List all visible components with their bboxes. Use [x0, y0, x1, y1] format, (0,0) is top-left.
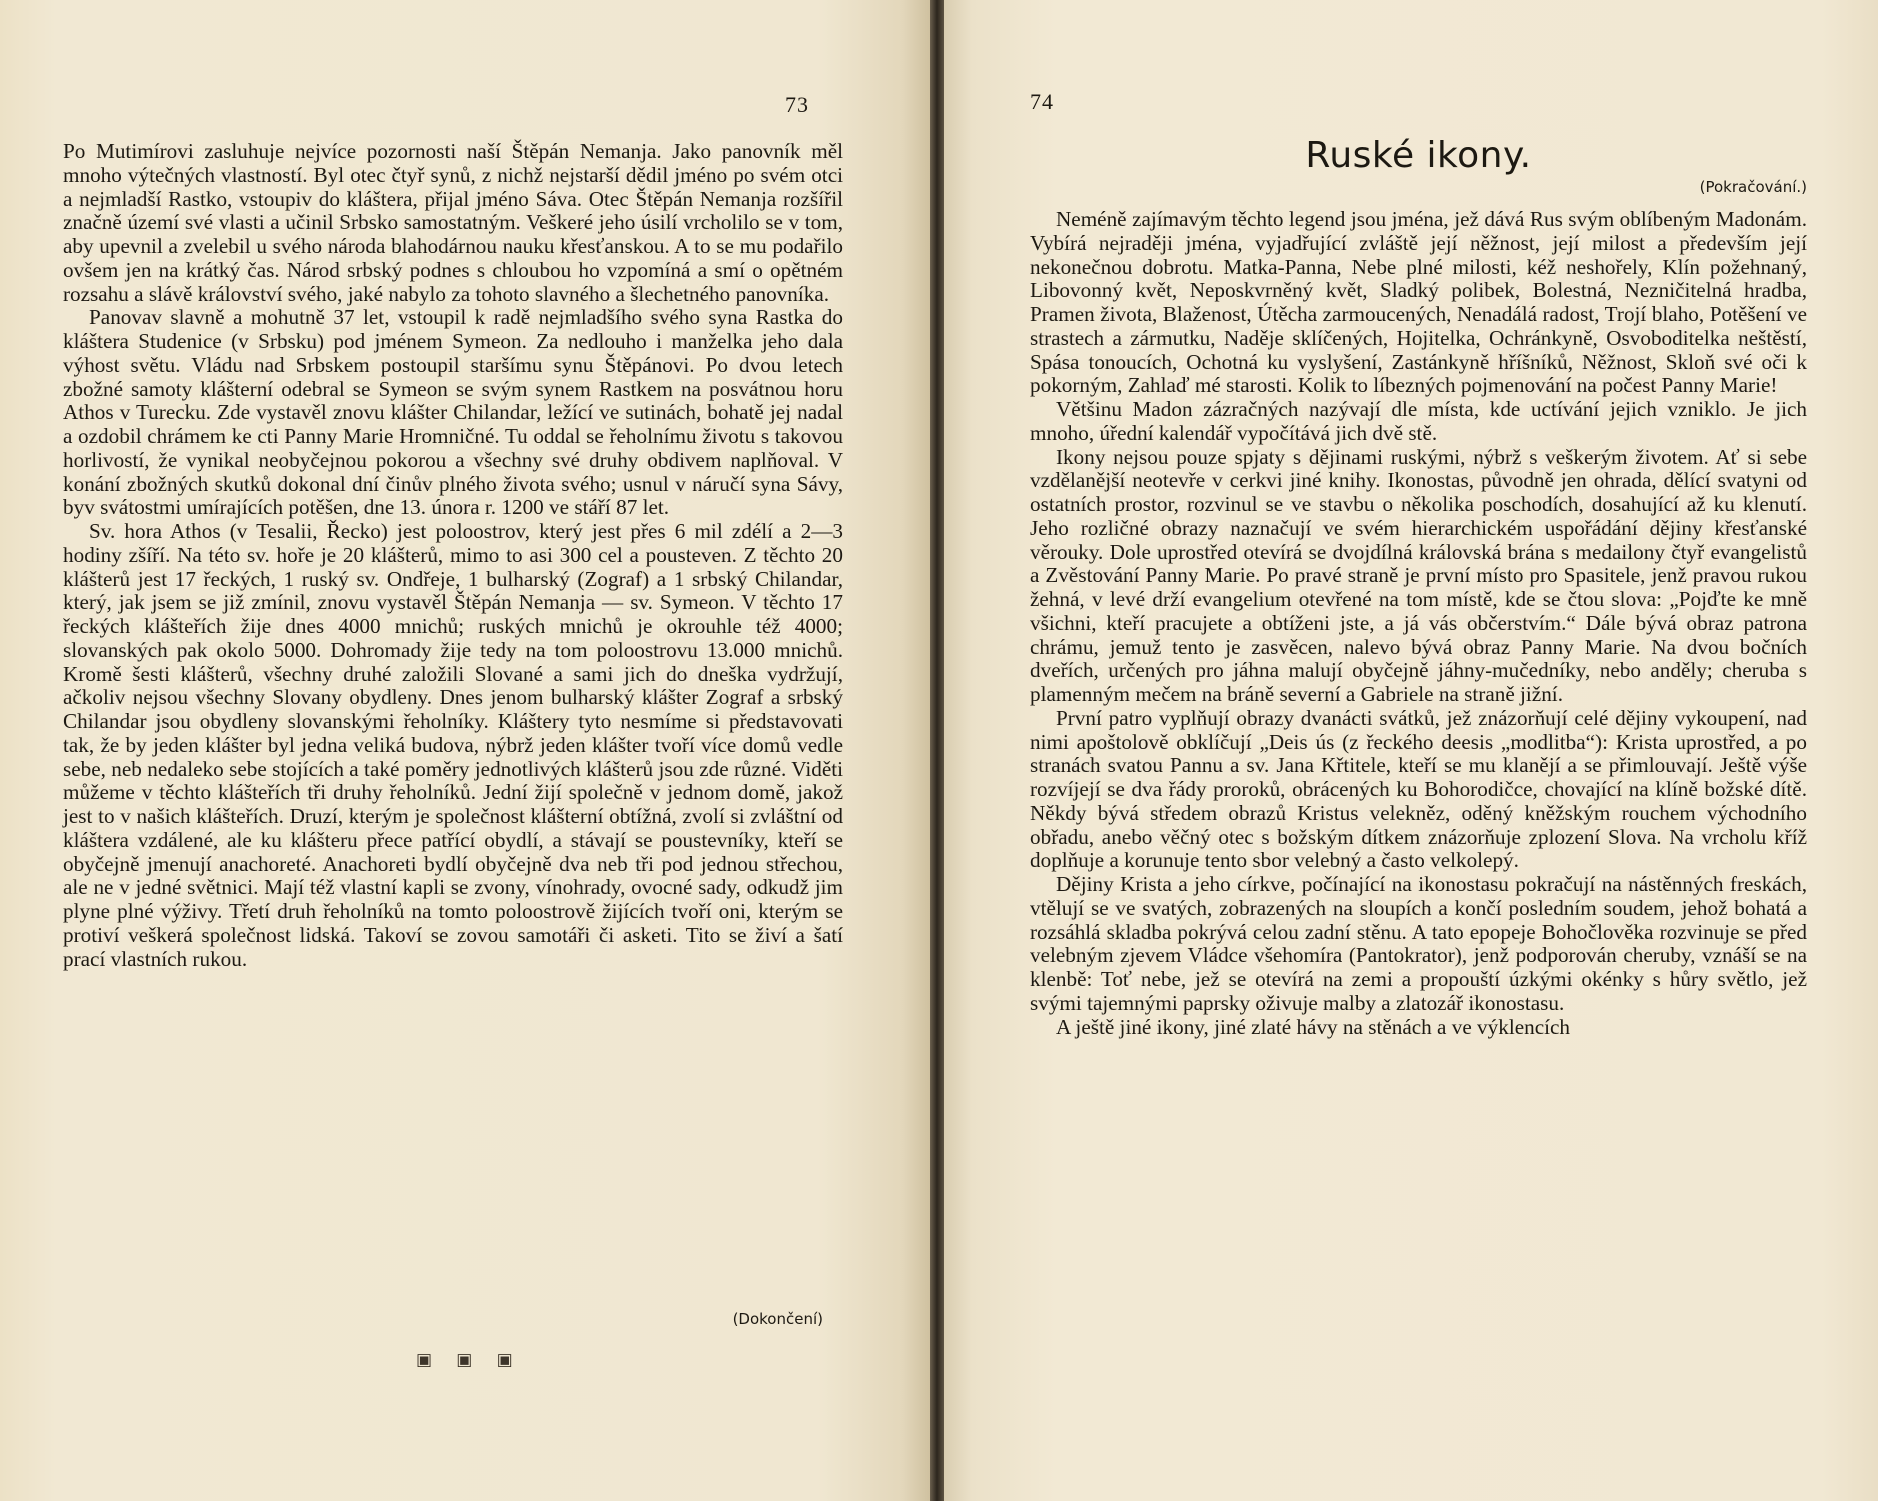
concluded-note: (Dokončení): [732, 1310, 823, 1328]
paragraph: První patro vyplňují obrazy dvanácti svátků, jež znázorňují celé dějiny vykoupení, nad nimi apoštolově obklíčují „Deis ús (z řeckého deesis „modlitba“): Krista uprostřed, a po stranách svatou Pannu a sv. Jana Křtitele, kteří se mu klanějí a se přimlouvají. Ještě výše rozvíjejí se dva řády proroků, obrácených ku Bohorodičce, chovající na klíně božské dítě. Někdy bývá středem obrazů Kristus velekněz, oděný kněžským rouchem východního obřadu, anebo věčný otec s božským dítkem znázorňuje zplození Slova. Na vrcholu kříž doplňuje a korunuje tento sbor velebný a často velkolepý.: [1030, 705, 1807, 873]
paragraph: Sv. hora Athos (v Tesalii, Řecko) jest poloostrov, který jest přes 6 mil zdélí a 2—3 hodiny zšíří. Na této sv. hoře je 20 klášterů, mimo to asi 300 cel a pousteven. Z těchto 20 klášterů jest 17 řeckých, 1 ruský sv. Ondřeje, 1 bulharský (Zograf) a 1 srbský Chilandar, který, jak jsem se již zmínil, znovu vystavěl Štěpán Nemanja — sv. Symeon. V těchto 17 řeckých klášteřích žije dnes 4000 mnichů; ruských mnichů je okrouhle též 4000; slovanských pak okolo 5000. Dohromady žije tedy na tom poloostrovu 13.000 mnichů. Kromě šesti klášterů, všechny druhé založili Slované a sami jich do dneška vydržují, ačkoliv nejsou všechny Slovany obydleny. Dnes jenom bulharský klášter Zograf a srbský Chilandar jsou obydleny slovanskými řeholníky. Kláštery tyto nesmíme si představovati tak, že by jeden klášter byl jedna veliká budova, nýbrž jeden klášter tvoří více domů vedle sebe, neb nedaleko sebe stojících a také poměry jednotlivých klášterů jsou zde různé. Viděti můžeme v těchto klášteřích tři druhy řeholníků. Jední žijí společně v jednom domě, jakož jest to v našich klášteřích. Druzí, kterým je společnost klášterní obtížná, zvolí si zvláštní od kláštera vzdálené, ale ku klášteru přece patřící obydlí, a stávají se poustevníky, kteří se obyčejně jmenují anachoreté. Anachoreti bydlí obyčejně dva neb tři pod jednou střechou, ale ne v jedné světnici. Mají též vlastní kapli se zvony, vínohrady, ovocné sady, odkudž jim plyne plné výživy. Třetí druh řeholníků na tomto poloostrově žijících tvoří oni, kterým se protiví veškerá společnost lidská. Takoví se zovou samotáři či asketi. Tito se živí a šatí prací vlastních rukou.: [63, 519, 843, 971]
paragraph: A ještě jiné ikony, jiné zlaté hávy na stěnách a ve výklencích: [1056, 1014, 1571, 1039]
left-page-text: [63, 140, 843, 971]
continued-note: (Pokračování.): [1699, 178, 1807, 196]
paragraph: Dějiny Krista a jeho církve, počínající na ikonostasu pokračují na nástěnných freskách, vtělují se ve svatých, zobrazených na sloupích a končí posledním soudem, jehož bohatá a rozsáhlá skladba pokrývá celou zadní stěnu. A tato epopeje Bohočlověka rozvinuje se před velebným zjevem Vládce všehomíra (Pantokrator), jenž podporován cheruby, vznáší se na klenbě: Toť nebe, jež se otevírá na zemi a propouští úzkými okénky s hůry světlo, jež svými tajemnými paprsky oživuje malby a zlatozář ikonostasu.: [1030, 872, 1807, 1015]
paragraph: Neméně zajímavým těchto legend jsou jména, jež dává Rus svým oblíbeným Madonám. Vybírá nejraději jména, vyjadřující zvláště její něžnost, její milost a především její nekonečnou dobrotu. Matka-Panna, Nebe plné milosti, kéž neshořely, Klín požehnaný, Libovonný květ, Neposkvrněný květ, Sladký polibek, Bolestná, Nezničitelná hradba, Pramen života, Blaženost, Útěcha zarmoucených, Nenadálá radost, Trojí blaho, Potěšení ve strastech a zármutku, Naděje sklíčených, Hojitelka, Ochránkyně, Osvoboditelka neštěstí, Spása tonoucích, Ochotná ku vyslyšení, Zastánkyně hříšníků, Něžnost, Skloň své oči k pokorným, Zahlaď mé starosti. Kolik to líbezných pojmenování na počest Panny Marie!: [1030, 207, 1807, 398]
end-ornament: ▣ ▣ ▣: [416, 1350, 523, 1369]
paragraph: Panovav slavně a mohutně 37 let, vstoupil k radě nejmladšího svého syna Rastka do kláštera Studenice (v Srbsku) pod jménem Symeon. Za nedlouho i manželka jeho dala výhost světu. Vládu nad Srbskem postoupil staršímu synu Štěpánovi. Po dvou letech zbožné samoty klášterní odebral se Symeon se svým synem Rastkem na posvátnou horu Athos v Turecku. Zde vystavěl znovu klášter Chilandar, ležící ve sutinách, bohatě jej nadal a ozdobil chrámem ke cti Panny Marie Hromničné. Tu oddal se řeholnímu životu s takovou horlivostí, že vynikal neobyčejnou pokorou a všechny své druhy obdivem naplňoval. V konání zbožných skutků dokonal dní činův plného života svého; usnul v náručí syna Sávy, byv svátostmi umírajících potěšen, dne 13. února r. 1200 ve stáří 87 let.: [63, 305, 843, 520]
paragraph: Ikony nejsou pouze spjaty s dějinami ruskými, nýbrž s veškerým životem. Ať si sebe vzdělanější neotevře v cerkvi jiné knihy. Ikonostas, původně jen ohrada, dělící svatyni od ostatních prostor, rozvinul se ve stavbu o několika poschodích, dosahující až ku klenutí. Jeho rozličné obrazy naznačují ve svém hierarchickém uspořádání dějiny křesťanské věrouky. Dole uprostřed otevírá se dvojdílná královská brána s medailony čtyř evangelistů a Zvěstování Panny Marie. Po pravé straně je první místo pro Spasitele, jenž pravou rukou žehná, v levé drží evangelium otevřené na tom místě, kde se čtou slova: „Pojďte ke mně všichni, kteří pracujete a obtíženi jste, a já vás občerstvím.“ Dále bývá obraz patrona chrámu, jemuž tento je zasvěcen, nalevo bývá obraz Panny Marie. Na dvou bočních dveřích, určených pro jáhna malují obyčejně jáhny-mučedníky, nebo anděly; cheruba s plamenným mečem na bráně severní a Gabriele na straně jižní.: [1030, 444, 1807, 706]
paragraph: Po Mutimírovi zasluhuje nejvíce pozornosti naší Štěpán Nemanja. Jako panovník měl mnoho výtečných vlastností. Byl otec čtyř synů, z nichž nejstarší dědil jméno po svém otci a nejmladší Rastko, vstoupiv do kláštera, přijal jméno Sáva. Otec Štěpán Nemanja rozšířil značně území své vlasti a učinil Srbsko samostatným. Veškeré jeho úsilí vrcholilo se v tom, aby upevnil a zvelebil u svého národa blahodárnou nauku křesťanskou. A to se mu podařilo ovšem jen na krátký čas. Národ srbský podnes s chloubou ho vzpomíná a smí o opětném rozsahu a slávě království svého, jaké nabylo za tohoto slavného a šlechetného panovníka.: [63, 139, 843, 306]
book-gutter: [930, 0, 944, 1501]
left-page-number: 73: [785, 92, 809, 117]
right-page-text: [1030, 208, 1807, 1039]
right-page-number: 74: [1030, 89, 1054, 114]
article-title: Ruské ikony.: [1305, 135, 1532, 176]
paragraph: Většinu Madon zázračných nazývají dle místa, kde uctívání jejich vzniklo. Je jich mnoho, úřední kalendář vypočítává jich dvě stě.: [1030, 397, 1807, 445]
